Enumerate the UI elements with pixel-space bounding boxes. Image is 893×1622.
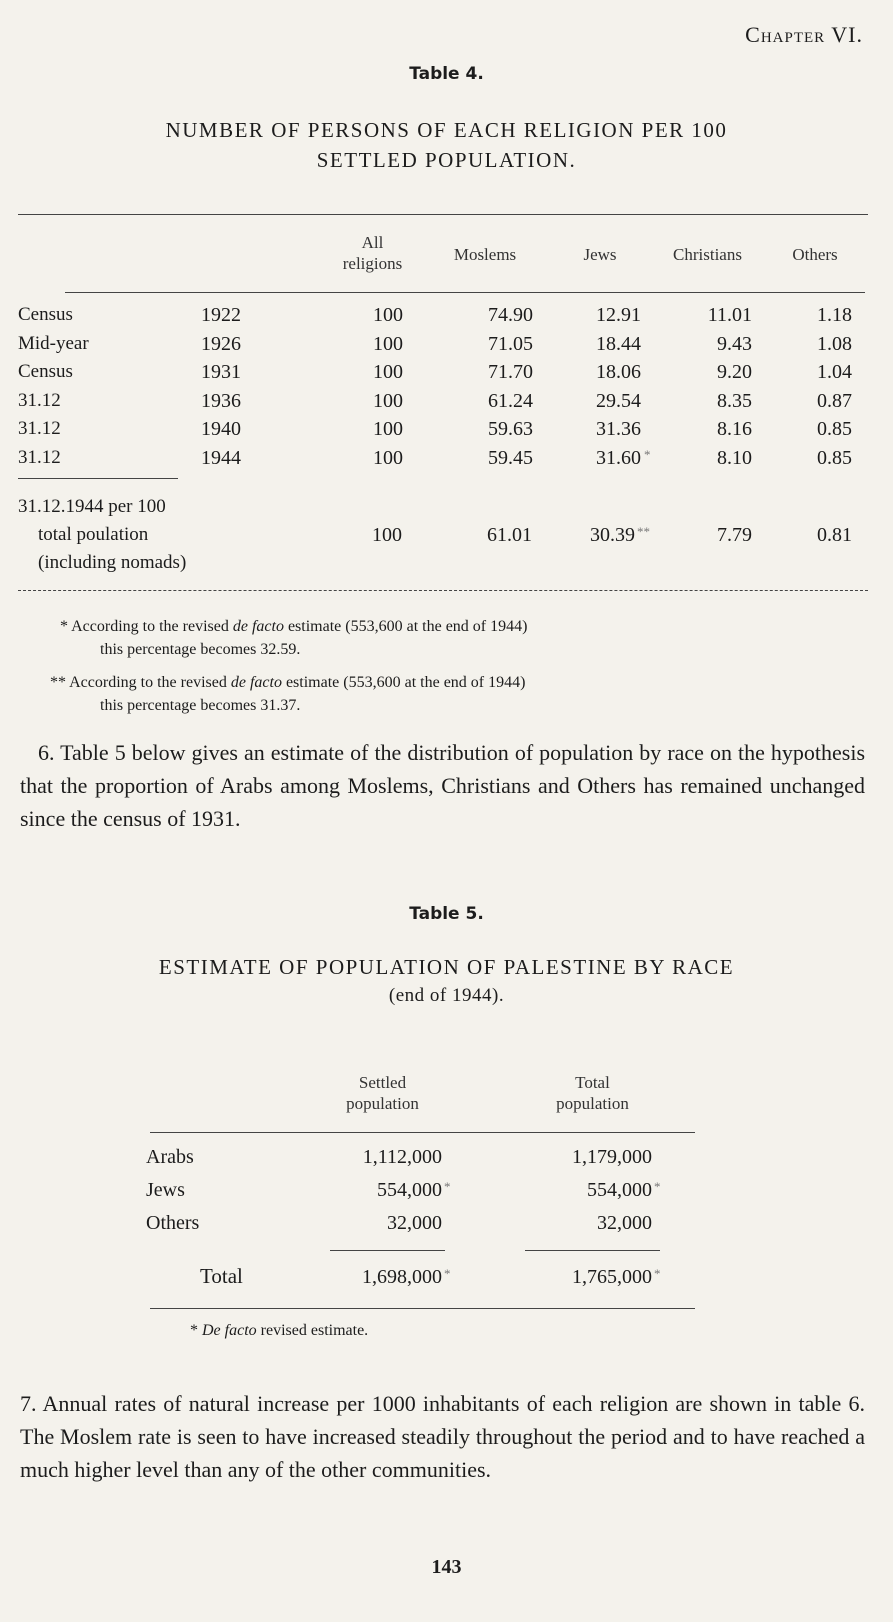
header-all-religions (325, 232, 420, 274)
total-christians: 7.79 (717, 524, 752, 546)
row-jews (560, 447, 651, 470)
footnote-1-line2: this percentage becomes 32.59. (100, 641, 301, 658)
table5-bottom-rule (150, 1308, 695, 1309)
table5-footnote (190, 1322, 368, 1340)
table5-row-total (510, 1146, 652, 1169)
footnote-1-italic: de facto (232, 618, 284, 635)
table5-row-total-value: 554,000 (587, 1179, 652, 1201)
table5-total-total-value: 1,765,000 (572, 1266, 652, 1288)
row-year: 1936 (201, 389, 241, 412)
row-moslems: 59.45 (488, 447, 533, 469)
row-jews (560, 333, 641, 356)
table5-row-settled-value: 1,112,000 (362, 1146, 442, 1168)
paragraph-6: 6. Table 5 below gives an estimate of the distribution of population by race on the hypothesis that the proportion of Arabs among Moslems, Christians and Others has remained unchanged since the census of 1931. (20, 740, 865, 831)
row-others: 0.85 (817, 418, 852, 441)
header-others: Others (792, 245, 838, 264)
table5-total-label: Total (200, 1264, 243, 1288)
table4-top-rule (18, 214, 868, 215)
row-others: 1.04 (817, 361, 852, 384)
footnote-1-pre: According to the revised (71, 618, 233, 635)
row-moslems: 74.90 (488, 304, 533, 326)
total-jews (555, 524, 650, 547)
table5-row-settled-value: 554,000 (377, 1179, 442, 1201)
row-jews-value: 31.36 (596, 418, 641, 441)
row-all: 100 (373, 447, 403, 469)
header-settled-line2: population (346, 1094, 419, 1113)
row-jews-value: 18.06 (596, 361, 641, 384)
footnote-2-line2: this percentage becomes 31.37. (100, 697, 301, 714)
row-others: 0.87 (817, 389, 852, 412)
row-label: Mid-year (18, 332, 89, 354)
table5-row-settled (300, 1146, 442, 1169)
row-moslems: 71.70 (488, 361, 533, 384)
table4-title-line2: SETTLED POPULATION. (316, 148, 577, 172)
header-all-line1: All (361, 233, 384, 252)
table5-caption: Table 5. (409, 904, 484, 924)
row-year: 1944 (201, 447, 241, 469)
total-moslems: 61.01 (487, 524, 532, 546)
row-label: Census (18, 304, 73, 325)
row-christians: 8.10 (717, 447, 752, 469)
table4-bottom-rule (18, 590, 868, 591)
row-label: 31.12 (18, 447, 61, 468)
row-all: 100 (373, 304, 403, 326)
row-others: 1.08 (817, 332, 852, 355)
row-jews-value: 12.91 (596, 304, 641, 326)
total-row-label-line3: (including nomads) (38, 552, 187, 573)
footnote-2 (50, 674, 525, 692)
footnote-1-mark: * (60, 618, 68, 635)
table5-row-label: Arabs (146, 1146, 194, 1168)
total-others: 0.81 (817, 524, 852, 546)
table5-total-total-mark: * (654, 1266, 661, 1281)
row-jews (560, 304, 641, 327)
row-year: 1940 (201, 418, 241, 441)
table5-title-line2: (end of 1944). (388, 985, 505, 1006)
table5-row-total-value: 32,000 (597, 1212, 652, 1234)
table5-total-settled-value: 1,698,000 (362, 1266, 442, 1288)
table5-row-total-mark: * (654, 1179, 661, 1194)
row-year: 1922 (201, 304, 241, 326)
footnote-2-mark: ** (50, 674, 66, 691)
table5-total-total (510, 1266, 661, 1289)
row-jews (560, 390, 641, 413)
header-moslems: Moslems (453, 245, 517, 264)
row-jews-value: 31.60 (596, 447, 641, 469)
table4-header-rule (65, 292, 865, 293)
table4-caption: Table 4. (409, 64, 484, 84)
row-moslems: 59.63 (488, 418, 533, 441)
footnote-1-post: estimate (553,600 at the end of 1944) (283, 618, 528, 635)
table5-row-settled-value: 32,000 (387, 1212, 442, 1234)
page-number: 143 (431, 1556, 462, 1578)
header-total-line2: population (556, 1094, 629, 1113)
total-all: 100 (372, 524, 402, 546)
table5-footnote-post: revised estimate. (256, 1322, 369, 1339)
table5-row-total-value: 1,179,000 (572, 1146, 652, 1168)
row-label: 31.12 (18, 418, 61, 440)
row-year: 1931 (201, 361, 241, 384)
footnote-2-italic: de facto (230, 674, 282, 691)
header-total-line1: Total (575, 1073, 610, 1092)
row-others: 1.18 (817, 304, 852, 326)
total-jews-mark: ** (637, 524, 650, 539)
table5-row-total (510, 1179, 661, 1202)
total-row-label-line1: 31.12.1944 per 100 (18, 496, 166, 517)
row-jews (560, 361, 641, 384)
row-label: Census (18, 361, 73, 383)
table5-total-settled (300, 1266, 451, 1289)
row-all: 100 (373, 389, 403, 412)
row-jews-mark: * (644, 447, 651, 462)
total-row-label-line2: total poulation (38, 524, 149, 545)
row-jews (560, 418, 641, 441)
table5-title-line1: ESTIMATE OF POPULATION OF PALESTINE BY RACE (158, 955, 735, 979)
table5-row-settled (300, 1212, 442, 1235)
row-moslems: 71.05 (488, 332, 533, 355)
row-year: 1926 (201, 332, 241, 355)
row-christians: 9.20 (717, 361, 752, 384)
table5-row-settled (300, 1179, 451, 1202)
row-jews-value: 18.44 (596, 332, 641, 355)
table5-row-label: Jews (146, 1179, 185, 1201)
row-all: 100 (373, 332, 403, 355)
table5-header-rule (150, 1132, 695, 1133)
row-others: 0.85 (817, 447, 852, 469)
table5-row-label: Others (146, 1212, 200, 1234)
paragraph-7: 7. Annual rates of natural increase per 1000 inhabitants of each religion are shown in table 6. The Moslem rate is seen to have increased steadily throughout the period and to have reached a much higher level than any of the other communities. (20, 1391, 865, 1482)
row-label: 31.12 (18, 389, 61, 411)
header-all-line2: religions (342, 254, 403, 273)
table5-sum-rule-total (525, 1250, 660, 1251)
row-christians: 9.43 (717, 332, 752, 355)
footnote-2-post: estimate (553,600 at the end of 1944) (281, 674, 526, 691)
table4-section-rule (18, 478, 178, 479)
header-christians: Christians (673, 245, 742, 264)
table5-footnote-mark: * (190, 1322, 198, 1339)
table5-row-settled-mark: * (444, 1179, 451, 1194)
header-settled-line1: Settled (358, 1073, 407, 1092)
row-jews-value: 29.54 (596, 389, 641, 412)
chapter-heading: Chapter VI. (745, 22, 863, 47)
table4-title-line1: NUMBER OF PERSONS OF EACH RELIGION PER 100 (165, 118, 728, 142)
total-jews-value: 30.39 (590, 524, 635, 546)
header-jews: Jews (583, 245, 617, 264)
header-total (530, 1072, 655, 1114)
footnote-1 (60, 618, 527, 636)
header-settled (320, 1072, 445, 1114)
table5-sum-rule-settled (330, 1250, 445, 1251)
row-all: 100 (373, 361, 403, 384)
table5-footnote-italic: De facto (202, 1322, 257, 1339)
row-christians: 8.35 (717, 389, 752, 412)
row-christians: 11.01 (707, 304, 752, 326)
table5-total-settled-mark: * (444, 1266, 451, 1281)
row-moslems: 61.24 (488, 389, 533, 412)
row-all: 100 (373, 418, 403, 441)
table5-row-total (510, 1212, 652, 1235)
footnote-2-pre: According to the revised (69, 674, 231, 691)
row-christians: 8.16 (717, 418, 752, 441)
